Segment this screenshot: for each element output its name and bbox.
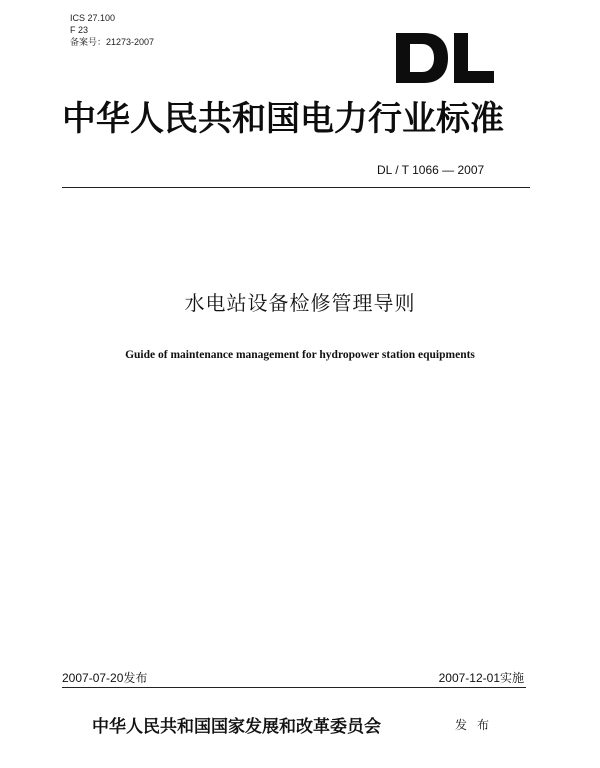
ics-code: ICS 27.100 (70, 13, 116, 23)
logo-letter-l (454, 33, 494, 83)
effective-date: 2007-12-01实施 (438, 671, 524, 685)
bottom-divider (62, 687, 526, 688)
publish-label: 发布 (455, 718, 500, 732)
document-title-english: Guide of maintenance management for hydropower station equipments (125, 349, 475, 361)
category-code: F 23 (70, 25, 89, 35)
top-divider (62, 187, 530, 188)
standard-number: DL / T 1066 — 2007 (377, 163, 485, 177)
publisher-name: 中华人民共和国国家发展和改革委员会 (92, 717, 381, 737)
document-title-chinese: 水电站设备检修管理导则 (184, 291, 416, 315)
organization-title: 中华人民共和国电力行业标准 (62, 99, 504, 139)
dl-logo (396, 33, 496, 83)
filing-number: 备案号：21273-2007 (70, 37, 155, 47)
issue-date: 2007-07-20发布 (62, 671, 148, 685)
logo-letter-d (396, 33, 448, 83)
classification-block (70, 12, 154, 48)
